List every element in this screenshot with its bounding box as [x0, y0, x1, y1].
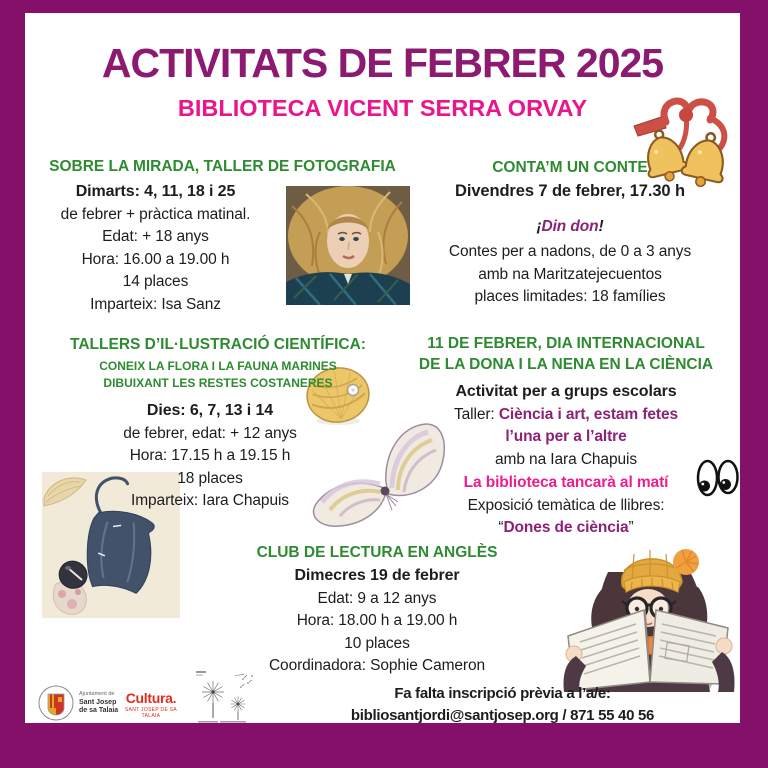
workshop-title-part1: Ciència i art, estam fetes: [498, 405, 679, 423]
science-day-details: [403, 381, 729, 540]
quote-open: “: [498, 519, 504, 537]
photography-dates: Dimarts: 4, 11, 18 i 25: [75, 183, 236, 200]
photography-detail-line: Edat: + 18 anys: [102, 228, 209, 246]
science-day-facilitator: amb na Iara Chapuis: [495, 451, 637, 469]
reading-club-detail-line: Edat: 9 a 12 anys: [317, 589, 437, 607]
cultura-wordmark: Cultura.: [125, 690, 177, 706]
town-hall-name: [79, 690, 118, 716]
illustration-details: [70, 400, 350, 513]
workshop-photo-image: [286, 186, 410, 305]
science-day-workshop-line: [403, 404, 729, 427]
din-don-text: Din don: [541, 217, 599, 235]
dandelion-library-logo-icon: [194, 668, 254, 724]
page-subtitle: BIBLIOTECA VICENT SERRA ORVAY: [177, 95, 588, 121]
page-title: ACTIVITATS DE FEBRER 2025: [101, 40, 664, 86]
photography-details: [28, 181, 283, 317]
book-expo-line: Exposició temàtica de llibres:: [467, 496, 665, 514]
workshop-label: Taller:: [453, 405, 499, 423]
science-day-title-line2: DE LA DONA I LA NENA EN LA CIÈNCIA: [418, 356, 714, 373]
town-hall-line2: Sant Josep: [79, 698, 117, 706]
illustration-section-title: TALLERS D’IL·LUSTRACIÓ CIENTÍFICA:: [70, 336, 366, 353]
town-hall-line1: Ajuntament de: [79, 691, 115, 698]
science-day-title-line1: 11 DE FEBRER, DIA INTERNACIONAL: [427, 335, 705, 352]
eyes-icon: [695, 458, 741, 498]
illustration-subtitle-2: DIBUIXANT LES RESTES COSTANERES: [103, 376, 333, 390]
reading-club-detail-line: 10 places: [344, 634, 410, 652]
book-expo-title-line: [403, 517, 729, 540]
workshop-title-part2: l’una per a l’altre: [505, 428, 627, 446]
inscription-notice-line1: Fa falta inscripció prèvia a l’a/e:: [394, 685, 611, 702]
illustration-detail-line: 18 places: [177, 469, 243, 487]
cultura-subtext: SANT JOSEP DE SA TALAIA: [124, 707, 178, 719]
illustration-dates: Dies: 6, 7, 13 i 14: [146, 402, 274, 419]
storytime-detail-line: Contes per a nadons, de 0 a 3 anys: [448, 243, 692, 261]
din-don-open-mark: ¡: [536, 217, 542, 235]
town-hall-logo: [38, 685, 118, 721]
inscription-contact-line: bibliosantjordi@santjosep.org / 871 55 40 56: [350, 707, 655, 724]
library-closed-notice: La biblioteca tancarà al matí: [463, 473, 669, 491]
reading-club-detail-line: Coordinadora: Sophie Cameron: [268, 657, 486, 675]
girl-reading-illustration: [534, 532, 740, 692]
town-hall-line3: de sa Talaia: [79, 707, 119, 715]
illustration-detail-line: de febrer, edat: + 12 anys: [123, 424, 297, 442]
quote-close: ”: [628, 519, 634, 537]
illustration-detail-line: Imparteix: Iara Chapuis: [131, 492, 289, 510]
reading-club-details: [212, 565, 542, 678]
reading-club-date: Dimecres 19 de febrer: [294, 567, 460, 584]
storytime-date: Divendres 7 de febrer, 17.30 h: [455, 182, 685, 200]
storytime-detail-line: places limitades: 18 famílies: [474, 288, 666, 306]
illustration-detail-line: Hora: 17.15 h a 19.15 h: [129, 447, 291, 465]
science-day-audience: Activitat per a grups escolars: [455, 383, 677, 400]
photography-detail-line: 14 places: [122, 273, 189, 291]
storytime-details: [413, 180, 727, 309]
photography-detail-line: de febrer + pràctica matinal.: [60, 205, 251, 223]
cultura-logo: [120, 690, 182, 719]
book-expo-title: Dones de ciència: [503, 519, 629, 537]
reading-club-detail-line: Hora: 18.00 h a 19.00 h: [296, 612, 458, 630]
science-day-section-title: [403, 333, 729, 375]
illustration-subtitle-1: CONEIX LA FLORA I LA FAUNA MARINES: [99, 359, 337, 373]
photography-detail-line: Hora: 16.00 a 19.00 h: [81, 250, 230, 268]
photography-section-title: SOBRE LA MIRADA, TALLER DE FOTOGRAFIA: [49, 158, 396, 175]
din-don-close-mark: !: [598, 217, 604, 235]
photography-detail-line: Imparteix: Isa Sanz: [90, 295, 221, 313]
storytime-detail-line: amb na Maritzatejecuentos: [478, 265, 662, 283]
reading-club-section-title: CLUB DE LECTURA EN ANGLÈS: [256, 544, 498, 561]
din-don-line: [413, 216, 727, 239]
storytime-section-title: CONTA’M UN CONTE: [492, 159, 648, 176]
town-hall-crest-icon: [38, 685, 74, 721]
